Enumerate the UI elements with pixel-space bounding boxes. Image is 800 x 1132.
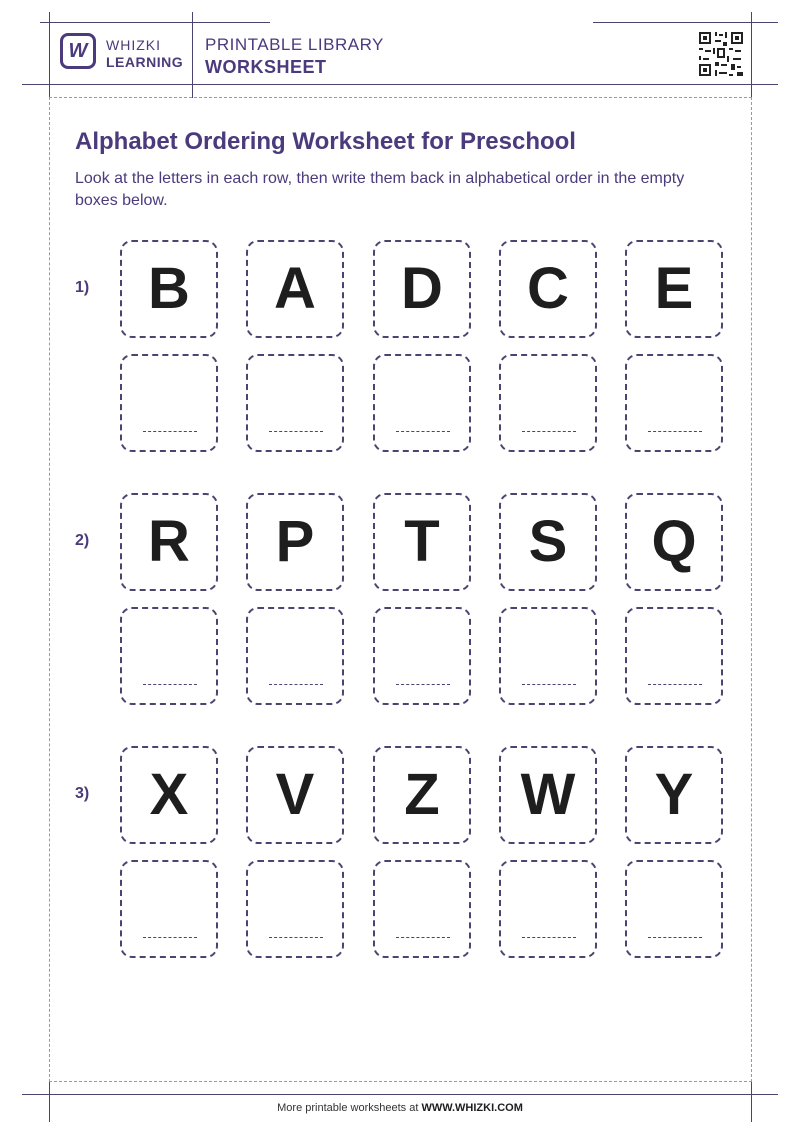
letter: W: [520, 762, 576, 827]
letter-box: [120, 240, 218, 338]
letter: S: [528, 509, 568, 574]
worksheet-label: WORKSHEET: [205, 57, 327, 77]
letter: Y: [654, 762, 694, 827]
worksheet-title: Alphabet Ordering Worksheet for Preschool: [75, 128, 576, 155]
brand-name-line1: WHIZKI: [106, 37, 161, 53]
footer-top-line: [22, 1094, 778, 1095]
letter-box: [499, 746, 597, 844]
footer-website-link[interactable]: WWW.WHIZKI.COM: [421, 1102, 523, 1114]
letter-box: [625, 746, 723, 844]
letter-box: [373, 493, 471, 591]
footer-text: [0, 1102, 800, 1114]
answer-blank-line: [269, 431, 323, 432]
letter: Z: [404, 762, 440, 827]
letter-box: [246, 240, 344, 338]
letter: X: [149, 762, 189, 827]
letter-box: [499, 240, 597, 338]
footer-prefix: More printable worksheets at: [277, 1102, 422, 1114]
letter-box: [499, 493, 597, 591]
letter-box: [120, 493, 218, 591]
header-divider-left: [49, 12, 50, 98]
answer-box[interactable]: [499, 607, 597, 705]
letter: C: [527, 256, 569, 321]
answer-box[interactable]: [625, 607, 723, 705]
answer-box[interactable]: [246, 860, 344, 958]
answer-blank-line: [396, 937, 450, 938]
answer-blank-line: [143, 937, 197, 938]
answer-blank-line: [522, 431, 576, 432]
letter-box: [120, 746, 218, 844]
library-label: PRINTABLE LIBRARY: [205, 35, 384, 54]
row-number: 1): [75, 279, 90, 296]
answer-blank-line: [522, 684, 576, 685]
answer-box[interactable]: [499, 354, 597, 452]
letter-box: [373, 746, 471, 844]
letter: D: [401, 256, 443, 321]
answer-blank-line: [648, 684, 702, 685]
brand-name-line2: LEARNING: [106, 54, 184, 70]
row-number: 3): [75, 785, 90, 802]
row-number: 2): [75, 532, 90, 549]
answer-blank-line: [269, 684, 323, 685]
answer-box[interactable]: [499, 860, 597, 958]
answer-blank-line: [269, 937, 323, 938]
answer-box[interactable]: [120, 607, 218, 705]
answer-blank-line: [143, 431, 197, 432]
letter-box: [246, 493, 344, 591]
letter: A: [274, 256, 316, 321]
answer-blank-line: [648, 431, 702, 432]
qr-code-icon: [697, 30, 745, 78]
letter: P: [275, 509, 315, 574]
answer-blank-line: [522, 937, 576, 938]
letter: V: [275, 762, 315, 827]
answer-blank-line: [143, 684, 197, 685]
answer-box[interactable]: [246, 607, 344, 705]
header-divider-right: [751, 12, 752, 98]
answer-box[interactable]: [373, 354, 471, 452]
letter: B: [148, 256, 190, 321]
answer-blank-line: [396, 684, 450, 685]
letter-box: [625, 240, 723, 338]
letter: R: [148, 509, 190, 574]
logo-icon: W: [60, 33, 96, 69]
letter-box: [246, 746, 344, 844]
header-divider-mid: [192, 12, 193, 98]
answer-box[interactable]: [120, 860, 218, 958]
header-bottom-line: [22, 84, 778, 85]
letter-box: [373, 240, 471, 338]
header-top-line: [40, 22, 270, 23]
answer-box[interactable]: [373, 860, 471, 958]
letter: Q: [651, 509, 697, 574]
answer-blank-line: [396, 431, 450, 432]
answer-blank-line: [648, 937, 702, 938]
answer-box[interactable]: [373, 607, 471, 705]
answer-box[interactable]: [120, 354, 218, 452]
answer-box[interactable]: [246, 354, 344, 452]
worksheet-instructions: Look at the letters in each row, then write them back in alphabetical order in the empty boxes below.: [75, 170, 685, 209]
letter: T: [404, 509, 440, 574]
letter: E: [654, 256, 694, 321]
answer-box[interactable]: [625, 354, 723, 452]
answer-box[interactable]: [625, 860, 723, 958]
letter-box: [625, 493, 723, 591]
